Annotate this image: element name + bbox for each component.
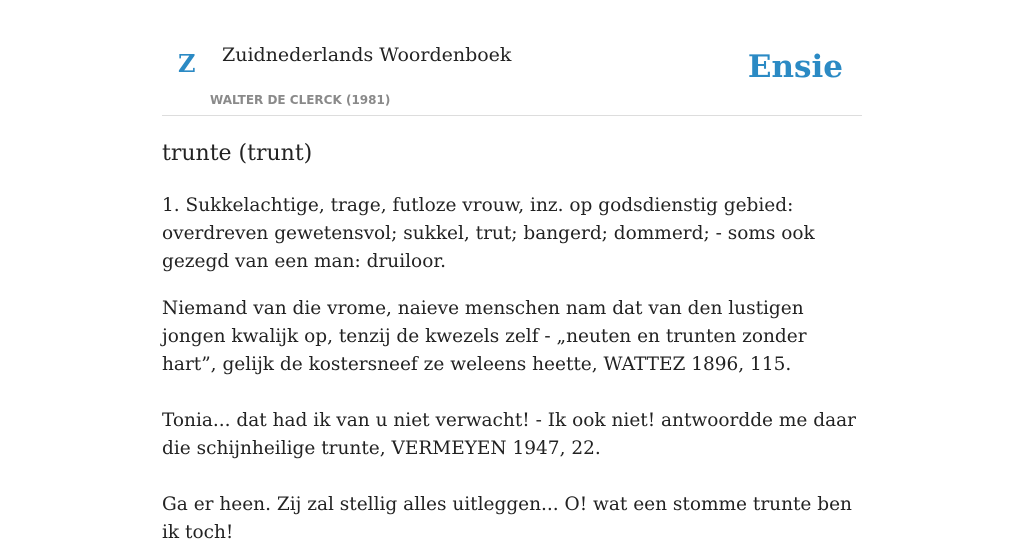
entry-page bbox=[162, 0, 862, 543]
source-author: WALTER DE CLERCK (1981) bbox=[210, 93, 391, 107]
ensie-logo[interactable]: Ensie bbox=[747, 49, 843, 85]
example-quote: Niemand van die vrome, naieve menschen nam dat van den lustigen jongen kwalijk op, tenzij de kwezels zelf - „neuten en trunten zonder hart”, gelijk de kostersneef ze weleens heette, WATTEZ 1896, 115. bbox=[162, 298, 807, 375]
example-quote: Ga er heen. Zij zal stellig alles uitleggen... O! wat een stomme trunte ben ik toch! bbox=[162, 494, 852, 543]
source-header bbox=[162, 0, 862, 116]
source-title-link[interactable]: Zuidnederlands Woordenboek bbox=[222, 44, 512, 66]
source-logo-icon[interactable]: Z bbox=[178, 49, 196, 78]
example-quote: Tonia... dat had ik van u niet verwacht! - Ik ook niet! antwoordde me daar die schijnheilige trunte, VERMEYEN 1947, 22. bbox=[162, 410, 856, 459]
entry-term: trunte (trunt) bbox=[162, 141, 313, 166]
entry-definition: 1. Sukkelachtige, trage, futloze vrouw, inz. op godsdienstig gebied: overdreven gewetensvol; sukkel, trut; bangerd; dommerd; - soms ook gezegd van een man: druiloor. bbox=[162, 195, 815, 272]
